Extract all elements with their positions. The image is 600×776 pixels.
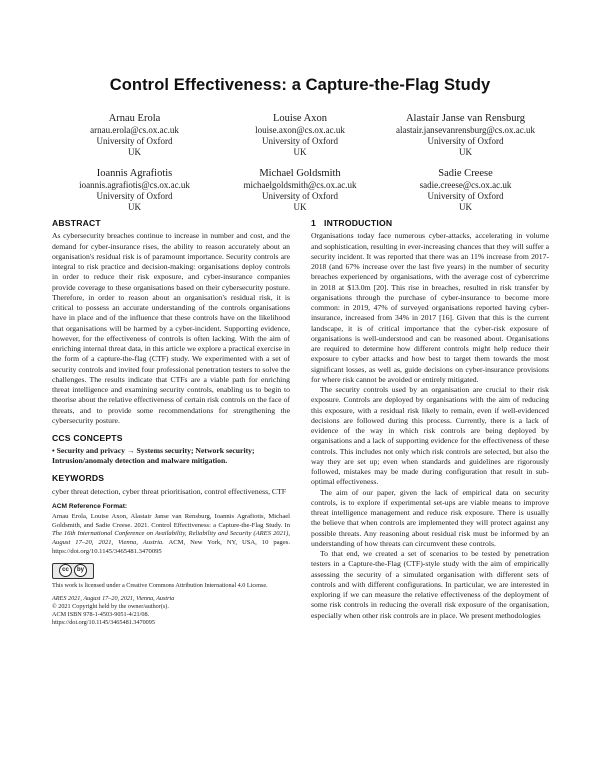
author-row [52, 112, 548, 158]
author-country: UK [293, 147, 307, 157]
cc-icon: cc [59, 564, 72, 577]
ccs-arrow: → [126, 446, 135, 456]
author-affiliation: University of Oxford [427, 136, 504, 146]
by-icon: by [74, 564, 87, 577]
license-text: This work is licensed under a Creative Commons Attribution International 4.0 License. [52, 581, 268, 589]
author-country: UK [293, 202, 307, 212]
author-country: UK [459, 147, 472, 157]
intro-paragraph: The security controls used by an organisation are crucial to their risk exposure. Controls are deployed by organisations with the aim of reducing this exposure, with a residual risk likely to remain, even if well-evidenced decisions are followed during this process. Currently, there is a lack of evidence of the way in which risk controls are being deployed by organisations and a lack of supporting evidence for the effectiveness of these controls. This includes not only which risk controls are selected, but also the way they are set up; even when standards and guidelines are rigorously followed, mistakes may be made during configuration that result in sub-optimal effectiveness. [311, 385, 549, 487]
author-email[interactable]: michaelgoldsmith@cs.ox.ac.uk [243, 180, 357, 190]
footer-meta [52, 595, 290, 627]
footer-venue: ARES 2021, August 17–20, 2021, Vienna, Austria [52, 594, 175, 602]
acm-reference-heading: ACM Reference Format: [52, 502, 128, 510]
author-country: UK [128, 147, 141, 157]
ccs-concepts [52, 446, 290, 466]
author [218, 112, 383, 158]
acm-reference-venue: The 16th International Conference on Availability, Reliability and Security (ARES 2021), August 17–20, 2021, Vienna, Austria. [52, 530, 290, 547]
author-email[interactable]: sadie.creese@cs.ox.ac.uk [419, 180, 512, 190]
ccs-line2: Systems security; Network security; Intrusion/anomaly detection and malware mitigation. [52, 446, 255, 466]
author-name: Alastair Janse van Rensburg [405, 113, 526, 124]
section-title: INTRODUCTION [323, 218, 393, 228]
author-affiliation: University of Oxford [427, 191, 504, 201]
author [218, 167, 383, 213]
acm-reference-text: Arnau Erola, Louise Axon, Alastair Janse van Rensburg, Ioannis Agrafiotis, Michael Goldsmith, and Sadie Creese. 2021. Control Effectiveness: a Capture-the-Flag Study. In [52, 513, 290, 529]
author-affiliation: University of Oxford [96, 136, 173, 146]
author-affiliation: University of Oxford [96, 191, 173, 201]
author-name: Sadie Creese [438, 168, 493, 179]
footer-copyright: © 2021 Copyright held by the owner/author(s). [52, 602, 169, 610]
footer-doi[interactable]: https://doi.org/10.1145/3465481.3470095 [52, 618, 155, 626]
keywords-text: cyber threat detection, cyber threat prioritisation, control effectiveness, CTF [52, 486, 287, 496]
license-block [52, 563, 290, 579]
author-email[interactable]: ioannis.agrafiotis@cs.ox.ac.uk [79, 180, 190, 190]
abstract-text: As cybersecurity breaches continue to increase in number and cost, and the demand for cyber-insurance rises, the ability to reason accurately about an organisation's residual risk is of paramount importance. Security controls are integral to risk practice and decision-making: organisations deploy controls in order to reduce their risk exposure, and cyber-insurance companies provide coverage to these organisations based on their cybersecurity posture. Therefore, in order to reason about an organisation's residual risk, it is critical to possess an accurate understanding of the controls organisations have in place and of the influence that these controls have on the likelihood that organisations will be harmed by a cyber-incident. Supporting evidence, however, for the effectiveness of controls is often lacking. With the aim of enriching internal threat data, in this article we explore a practical exercise in the form of a capture-the-flag (CTF) study. We experimented with a set of security controls and invited four professional penetration testers to solve the challenges. The results indicate that CTFs are a viable path for enriching threat intelligence and examining security controls, enabling us to begin to theorise about the relative effectiveness of certain risk controls on the face of threats, and to provide some recommendations for strengthening the cybersecurity posture. [52, 231, 290, 425]
author-country: UK [128, 202, 141, 212]
introduction-heading [311, 218, 549, 228]
author-name: Louise Axon [273, 113, 327, 124]
ccs-bullet: • [52, 446, 55, 456]
author [52, 167, 217, 213]
ccs-line1: Security and privacy [56, 446, 125, 456]
author-affiliation: University of Oxford [262, 136, 338, 146]
intro-paragraph: To that end, we created a set of scenarios to be tested by penetration testers in a Capture-the-Flag (CTF)-style study with the aim of empirically assessing the security of a simulated organisation with different sets of controls and with different configurations. In particular, we are interested in exploring if we can measure the relative effectiveness of the deployment of some risk controls in reducing the overall risk exposure of the organisation, especially when other risk controls are in place. We present methodologies [311, 549, 549, 620]
author-country: UK [459, 202, 472, 212]
author-affiliation: University of Oxford [262, 191, 338, 201]
author-email[interactable]: alastair.jansevanrensburg@cs.ox.ac.uk [395, 125, 536, 135]
acm-reference [52, 513, 290, 557]
right-column [311, 218, 549, 621]
author-email[interactable]: louise.axon@cs.ox.ac.uk [255, 125, 345, 135]
author [383, 167, 548, 213]
author-block [52, 112, 548, 222]
author-name: Michael Goldsmith [259, 168, 341, 179]
intro-paragraph: The aim of our paper, given the lack of empirical data on security controls, is to explore if experimental set-ups are viable means to improve threat intelligence management and reduce risk exposure. There is usually the believe that when controls are implemented they will protect against any possible threats. Any reasoning about residual risk must be informed by an understanding of how threats can circumvent these controls. [311, 487, 549, 548]
creative-commons-badge[interactable] [52, 563, 94, 579]
author-email[interactable]: arnau.erola@cs.ox.ac.uk [90, 125, 179, 135]
acm-reference-tail: ACM, New York, NY, USA, 10 pages. https://doi.org/10.1145/3465481.3470095 [52, 539, 290, 555]
footer-isbn: ACM ISBN 978-1-4503-9051-4/21/08. [52, 610, 150, 618]
author-row [52, 167, 548, 213]
ccs-heading: CCS CONCEPTS [52, 433, 123, 443]
paper-title: Control Effectiveness: a Capture-the-Flag Study [109, 76, 491, 94]
author-name: Ioannis Agrafiotis [96, 168, 173, 179]
author [383, 112, 548, 158]
author-name: Arnau Erola [108, 113, 161, 124]
keywords-heading: KEYWORDS [52, 473, 105, 484]
author [52, 112, 217, 158]
section-number: 1 [311, 218, 316, 228]
abstract-heading: ABSTRACT [52, 218, 101, 228]
left-column [52, 218, 290, 627]
intro-paragraph: Organisations today face numerous cyber-attacks, accelerating in volume and sophistication, resulting in ever-increasing chances that they will suffer a security incident. It was reported that there was an 11% increase from 2017-2018 (and 67% increase over the last five years) in the number of security breaches experienced by organisations, with the average cost of cybercrime in 2018 at $13.0m [20]. This rise in breaches, resulted in risk transfer by organisations through the purchase of cyber-insurance to become more common: in 2019, 47% of surveyed organisations reported having cyber-insurance, increased from 34% in 2017 [16]. Given that this is the current landscape, it is of critical importance that the cyber-risk exposure of organisations is well-understood and can be reasoned about. Organisations are required to determine how different controls might help reduce their exposure to cyber attacks and how best to target them towards the most significant losses, as well as, guide decisions on cyber-insurance provisions for where risk cannot be avoided or entirely mitigated. [311, 231, 549, 384]
